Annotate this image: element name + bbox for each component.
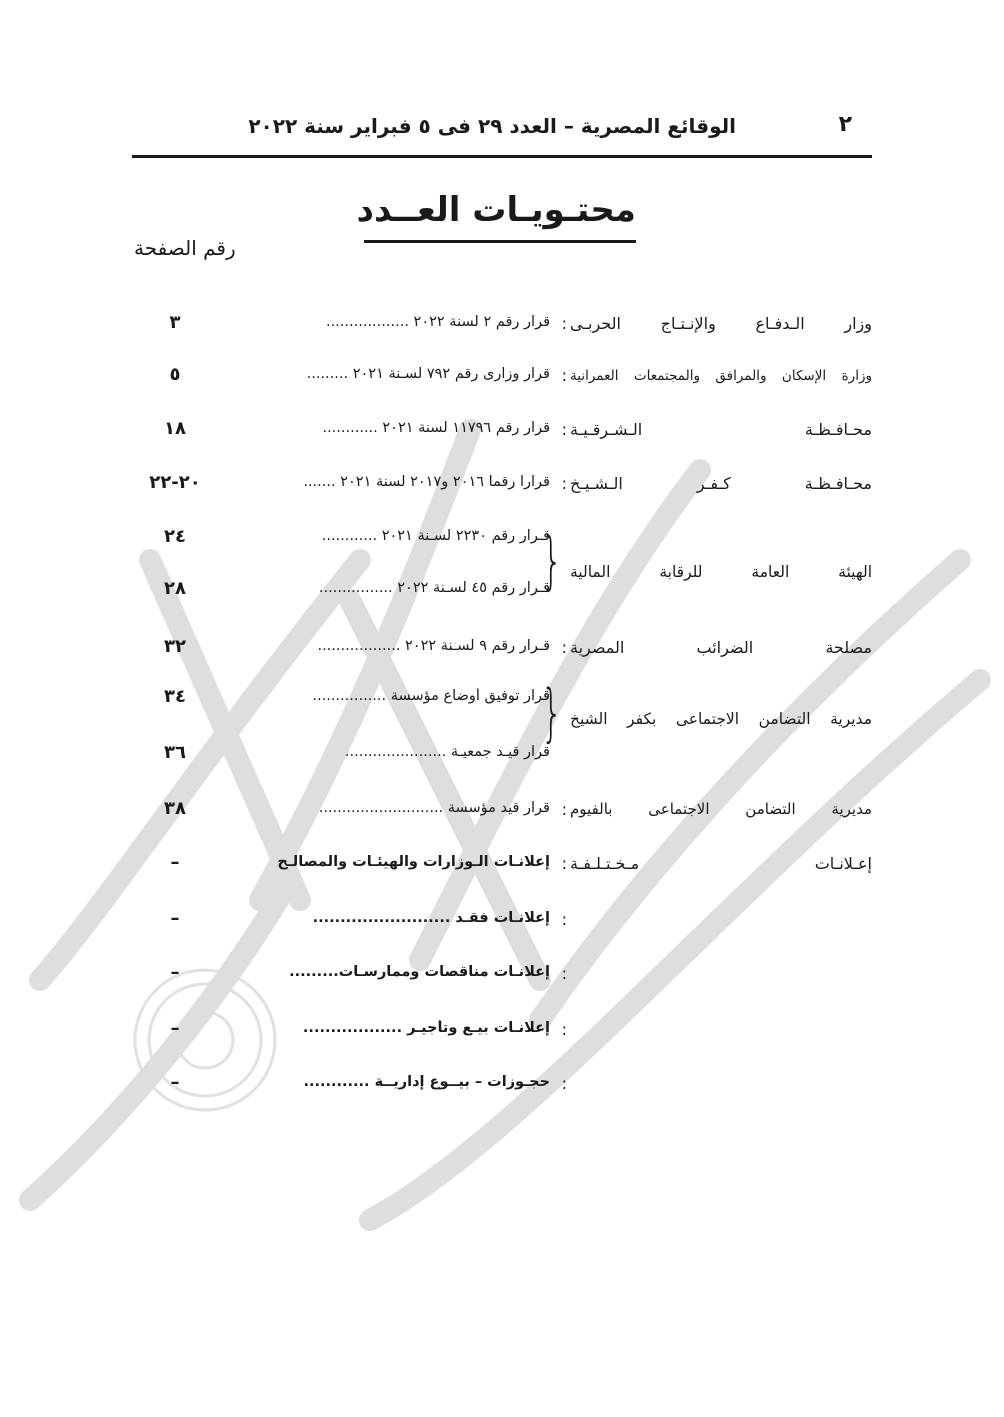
toc-colon: : [561, 910, 567, 929]
toc-colon: : [561, 366, 567, 385]
toc-entity: وزارة الإسكان والمرافق والمجتمعات العمرانية [570, 368, 872, 384]
toc-entity: محـافـظـة الـشـرقـيـة [570, 420, 872, 439]
page-number: ٢ [838, 112, 852, 137]
group-brace: } [540, 676, 563, 749]
toc-page-number: ٣٢ [164, 636, 186, 657]
toc-decision: قرار رقم ١١٧٩٦ لسنة ٢٠٢١ ............ [322, 420, 550, 436]
toc-entity: إعـلانـات مـخـتـلـفـة [570, 854, 872, 873]
toc-page-number: – [170, 852, 180, 873]
running-header [132, 112, 872, 152]
toc-page-number: ٢٤ [164, 526, 186, 547]
toc-decision: إعلانـات بيـع وتأجيـر .................. [302, 1020, 550, 1036]
toc-decision: إعلانـات الـوزارات والهيئـات والمصالـح [277, 854, 550, 870]
toc-decision: قرار وزارى رقم ٧٩٢ لسـنة ٢٠٢١ ......... [306, 366, 550, 382]
toc-colon: : [561, 800, 567, 819]
toc-row [130, 794, 872, 828]
toc-entity: مديرية التضامن الاجتماعى بالفيوم [570, 800, 872, 818]
toc-page-number: – [170, 908, 180, 929]
toc-page-number: ٢٠-٢٢ [149, 472, 201, 493]
toc-decision: قرارا رقما ٢٠١٦ و٢٠١٧ لسنة ٢٠٢١ ....... [303, 474, 550, 490]
toc-page-number: ١٨ [164, 418, 186, 439]
group-brace: } [540, 524, 563, 597]
toc-decision: قرار قيد مؤسسة ........................... [318, 800, 550, 816]
toc-page-number: ٣٤ [164, 686, 186, 707]
toc-colon: : [561, 964, 567, 983]
toc-row [130, 360, 872, 394]
toc-row [130, 468, 872, 502]
toc-row [130, 738, 872, 772]
toc-decision: إعلانـات فقـد ......................... [312, 910, 550, 926]
toc-row [130, 308, 872, 342]
toc-page-number: ٣ [169, 312, 181, 333]
toc-decision: إعلانـات مناقصات وممارسـات......... [289, 964, 550, 980]
toc-page-number: ٣٨ [164, 798, 186, 819]
toc-colon: : [561, 474, 567, 493]
toc-row [130, 958, 872, 992]
toc-entity: محـافـظـة كـفـر الـشـيـخ [570, 474, 872, 493]
group-entity-financial: الهيئة العامة للرقابة المالية [570, 563, 872, 581]
group-entity-solidarity: مديرية التضامن الاجتماعى بكفر الشيخ [570, 710, 872, 728]
toc-colon: : [561, 420, 567, 439]
toc-decision: قـرار رقم ٢٢٣٠ لسـنة ٢٠٢١ ............ [321, 528, 550, 544]
toc-row [130, 414, 872, 448]
title-underline [364, 240, 636, 243]
toc-page-number: ٢٨ [164, 578, 186, 599]
toc-colon: : [561, 314, 567, 333]
toc-decision: قرار رقم ٢ لسنة ٢٠٢٢ .................. [325, 314, 550, 330]
contents-title: محتـويـات العــدد [356, 190, 636, 230]
toc-row [130, 904, 872, 938]
toc-page-number: – [170, 1072, 180, 1093]
toc-page-number: ٣٦ [164, 742, 186, 763]
toc-row [130, 632, 872, 666]
toc-entity: مصلحة الضرائب المصرية [570, 638, 872, 657]
toc-page-number: – [170, 962, 180, 983]
toc-entity: وزار الـدفـاع والإنـتـاج الحربـى [570, 314, 872, 333]
toc-decision: قـرار رقم ٩ لسـنة ٢٠٢٢ .................. [317, 638, 550, 654]
toc-row [130, 1068, 872, 1102]
header-title: الوقائع المصرية – العدد ٢٩ فى ٥ فبراير سنة ٢٠٢٢ [248, 114, 736, 138]
toc-colon: : [561, 638, 567, 657]
toc-row [130, 574, 872, 608]
page-column-label: رقم الصفحة [134, 236, 236, 260]
header-divider [132, 155, 872, 158]
toc-row [130, 522, 872, 556]
toc-row [130, 682, 872, 716]
toc-row [130, 1014, 872, 1048]
toc-page-number: ٥ [169, 364, 181, 385]
toc-decision: حجـوزات – بيــوع إداريــة ............ [303, 1074, 550, 1090]
toc-decision: قرار توفيق أوضاع مؤسسة ................ [312, 688, 550, 704]
toc-decision: قـرار رقم ٤٥ لسـنة ٢٠٢٢ ................ [318, 580, 550, 596]
toc-decision: قرار قيـد جمعيـة ...................... [344, 744, 550, 760]
toc-page-number: – [170, 1018, 180, 1039]
toc-row [130, 848, 872, 882]
toc-colon: : [561, 1020, 567, 1039]
toc-colon: : [561, 1074, 567, 1093]
toc-colon: : [561, 854, 567, 873]
